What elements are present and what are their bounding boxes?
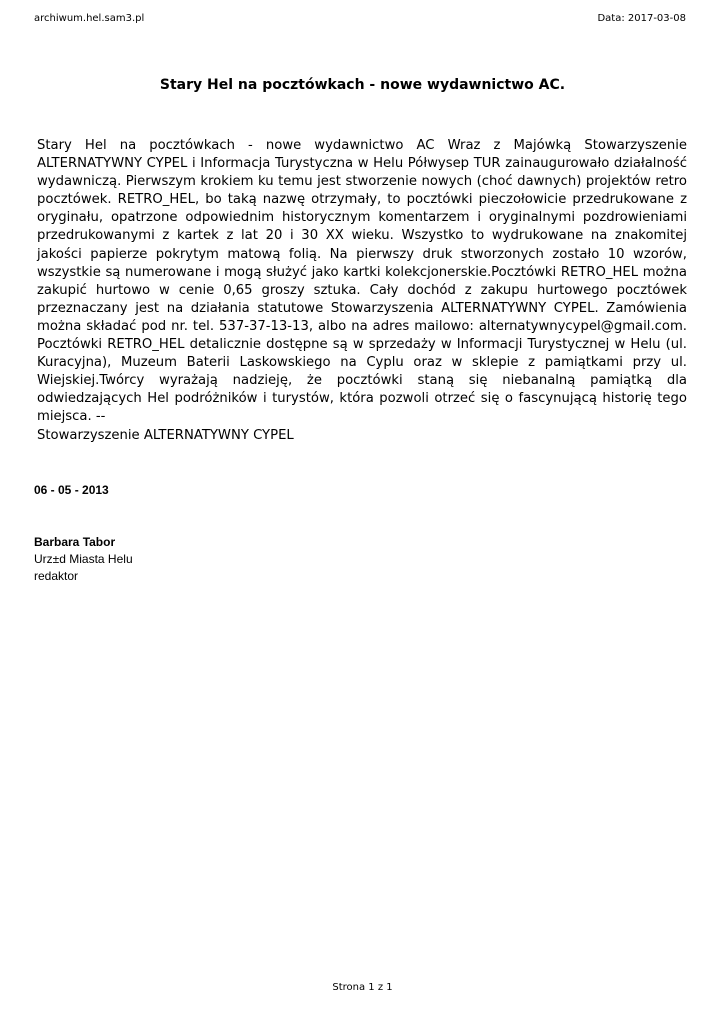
author-organization: Urz±d Miasta Helu [34,552,133,566]
article-signature: Stowarzyszenie ALTERNATYWNY CYPEL [37,427,294,443]
author-block [34,534,133,585]
author-role: redaktor [34,569,79,583]
article-date: 06 - 05 - 2013 [34,483,109,497]
print-date: Data: 2017-03-08 [597,13,686,24]
article-body-container [37,137,687,445]
author-name: Barbara Tabor [34,535,116,549]
article-title: Stary Hel na pocztówkach - nowe wydawnictwo AC. [159,77,566,93]
page-number: Strona 1 z 1 [332,982,393,993]
site-url: archiwum.hel.sam3.pl [34,13,145,24]
article-body: Stary Hel na pocztówkach - nowe wydawnictwo AC Wraz z Majówką Stowarzyszenie ALTERNATYWNY CYPEL i Informacja Turystyczna w Helu Półwysep TUR zainaugurowało działalność wydawniczą. Pierwszym krokiem ku temu jest stworzenie nowych (choć dawnych) projektów retro pocztówek. RETRO_HEL, bo taką nazwę otrzymały, to pocztówki pieczołowicie przedrukowane z oryginału, opatrzone odpowiednim historycznym komentarzem i oryginalnymi pozdrowieniami przedrukowanymi z kartek z lat 20 i 30 XX wieku. Wszystko to wydrukowane na znakomitej jakości papierze pokrytym matową folią. Na pierwszy druk stworzonych zostało 10 wzorów, wszystkie są numerowane i mogą służyć jako kartki kolekcjonerskie.Pocztówki RETRO_HEL można zakupić hurtowo w cenie 0,65 groszy sztuka. Cały dochód z zakupu hurtowego pocztówek przeznaczany jest na działania statutowe Stowarzyszenia ALTERNATYWNY CYPEL. Zamówienia można składać pod nr. tel. 537-37-13-13, albo na adres mailowo: alternatywnycypel@gmail.com. Pocztówki RETRO_HEL detalicznie dostępne są w sprzedaży w Informacji Turystycznej w Helu (ul. Kuracyjna), Muzeum Baterii Laskowskiego na Cyplu oraz w sklepie z pamiątkami przy ul. Wiejskiej.Twórcy wyrażają nadzieję, że pocztówki staną się niebanalną pamiątką dla odwiedzających Hel podróżników i turystów, która pozwoli otrzeć się o fascynującą historię tego miejsca. -- [37,138,687,425]
